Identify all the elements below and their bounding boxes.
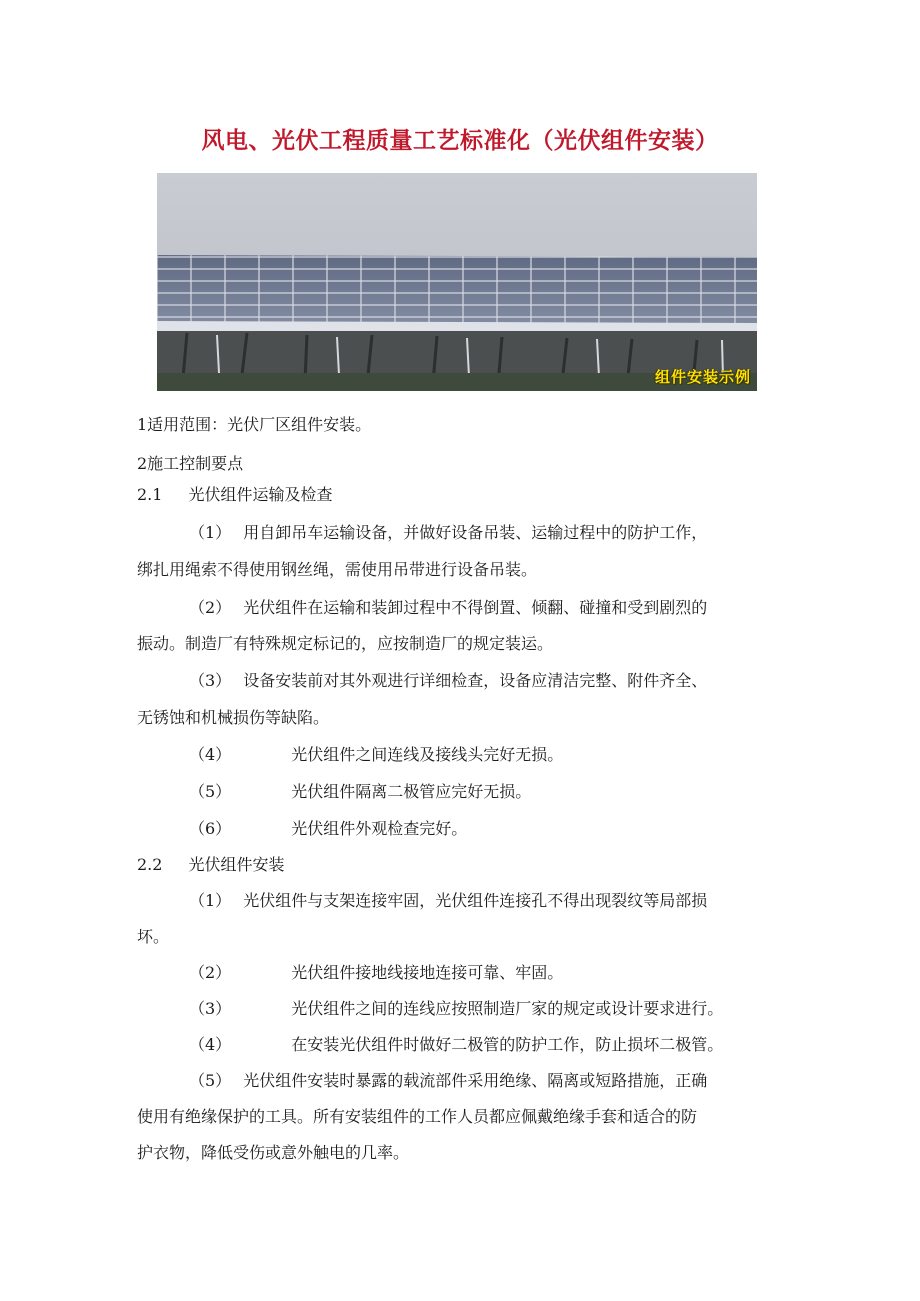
- s22-item-1-line1: [189, 888, 707, 911]
- item-number: （6）: [189, 819, 232, 838]
- s21-item-3-line2: 无锈蚀和机械损伤等缺陷。: [137, 708, 330, 727]
- section-2-1-heading: [137, 482, 332, 505]
- item-number: （1）: [189, 891, 232, 910]
- s22-item-1-line2: 坏。: [137, 927, 170, 946]
- section-title: 光伏组件安装: [188, 855, 285, 874]
- item-text: 光伏组件之间连线及接线头完好无损。: [291, 745, 564, 764]
- item-number: （1）: [189, 523, 232, 542]
- item-number: （3）: [189, 999, 232, 1018]
- s22-item-3: [189, 996, 723, 1019]
- item-text: 光伏组件安装时暴露的载流部件采用绝缘、隔离或短路措施，正确: [243, 1071, 708, 1090]
- s21-item-5: [189, 779, 531, 802]
- item-text: 设备安装前对其外观进行详细检查，设备应清洁完整、附件齐全、: [243, 671, 708, 690]
- s21-item-2-line1: [189, 595, 707, 618]
- solar-array-photo: [157, 173, 757, 391]
- item-number: （4）: [189, 1035, 232, 1054]
- photo-caption: 组件安装示例: [654, 368, 751, 386]
- item-text: 光伏组件外观检查完好。: [291, 819, 468, 838]
- scope-line: 1适用范围：光伏厂区组件安装。: [137, 415, 372, 434]
- item-text: 光伏组件接地线接地连接可靠、牢固。: [291, 963, 564, 982]
- s22-item-4: [189, 1032, 723, 1055]
- s21-item-1-line2: 绑扎用绳索不得使用钢丝绳，需使用吊带进行设备吊装。: [137, 560, 538, 579]
- section-number: 2.1: [137, 485, 163, 504]
- item-number: （3）: [189, 671, 232, 690]
- s22-item-5-line1: [189, 1068, 707, 1091]
- document-title: 风电、光伏工程质量工艺标准化（光伏组件安装）: [201, 128, 719, 154]
- item-text: 在安装光伏组件时做好二极管的防护工作，防止损坏二极管。: [291, 1035, 724, 1054]
- item-text: 光伏组件之间的连线应按照制造厂家的规定或设计要求进行。: [291, 999, 724, 1018]
- section-2-heading: 2施工控制要点: [137, 454, 244, 473]
- section-2-2-heading: [137, 852, 284, 875]
- item-number: （5）: [189, 1071, 232, 1090]
- s21-item-3-line1: [189, 668, 707, 691]
- s21-item-4: [189, 742, 563, 765]
- item-text: 光伏组件隔离二极管应完好无损。: [291, 782, 532, 801]
- solar-panels-illustration: [157, 173, 757, 391]
- item-number: （4）: [189, 745, 232, 764]
- item-number: （2）: [189, 598, 232, 617]
- s22-item-2: [189, 960, 563, 983]
- s21-item-2-line2: 振动。制造厂有特殊规定标记的，应按制造厂的规定装运。: [137, 634, 554, 653]
- s21-item-1-line1: [189, 520, 707, 543]
- s21-item-6: [189, 816, 467, 839]
- item-text: 光伏组件与支架连接牢固，光伏组件连接孔不得出现裂纹等局部损: [243, 891, 708, 910]
- s22-item-5-line2: 使用有绝缘保护的工具。所有安装组件的工作人员都应佩戴绝缘手套和适合的防: [137, 1107, 698, 1126]
- item-text: 用自卸吊车运输设备，并做好设备吊装、运输过程中的防护工作，: [243, 523, 708, 542]
- item-number: （5）: [189, 782, 232, 801]
- s22-item-5-line3: 护衣物，降低受伤或意外触电的几率。: [137, 1143, 410, 1162]
- item-text: 光伏组件在运输和装卸过程中不得倒置、倾翻、碰撞和受到剧烈的: [243, 598, 708, 617]
- section-title: 光伏组件运输及检查: [188, 485, 333, 504]
- item-number: （2）: [189, 963, 232, 982]
- section-number: 2.2: [137, 855, 163, 874]
